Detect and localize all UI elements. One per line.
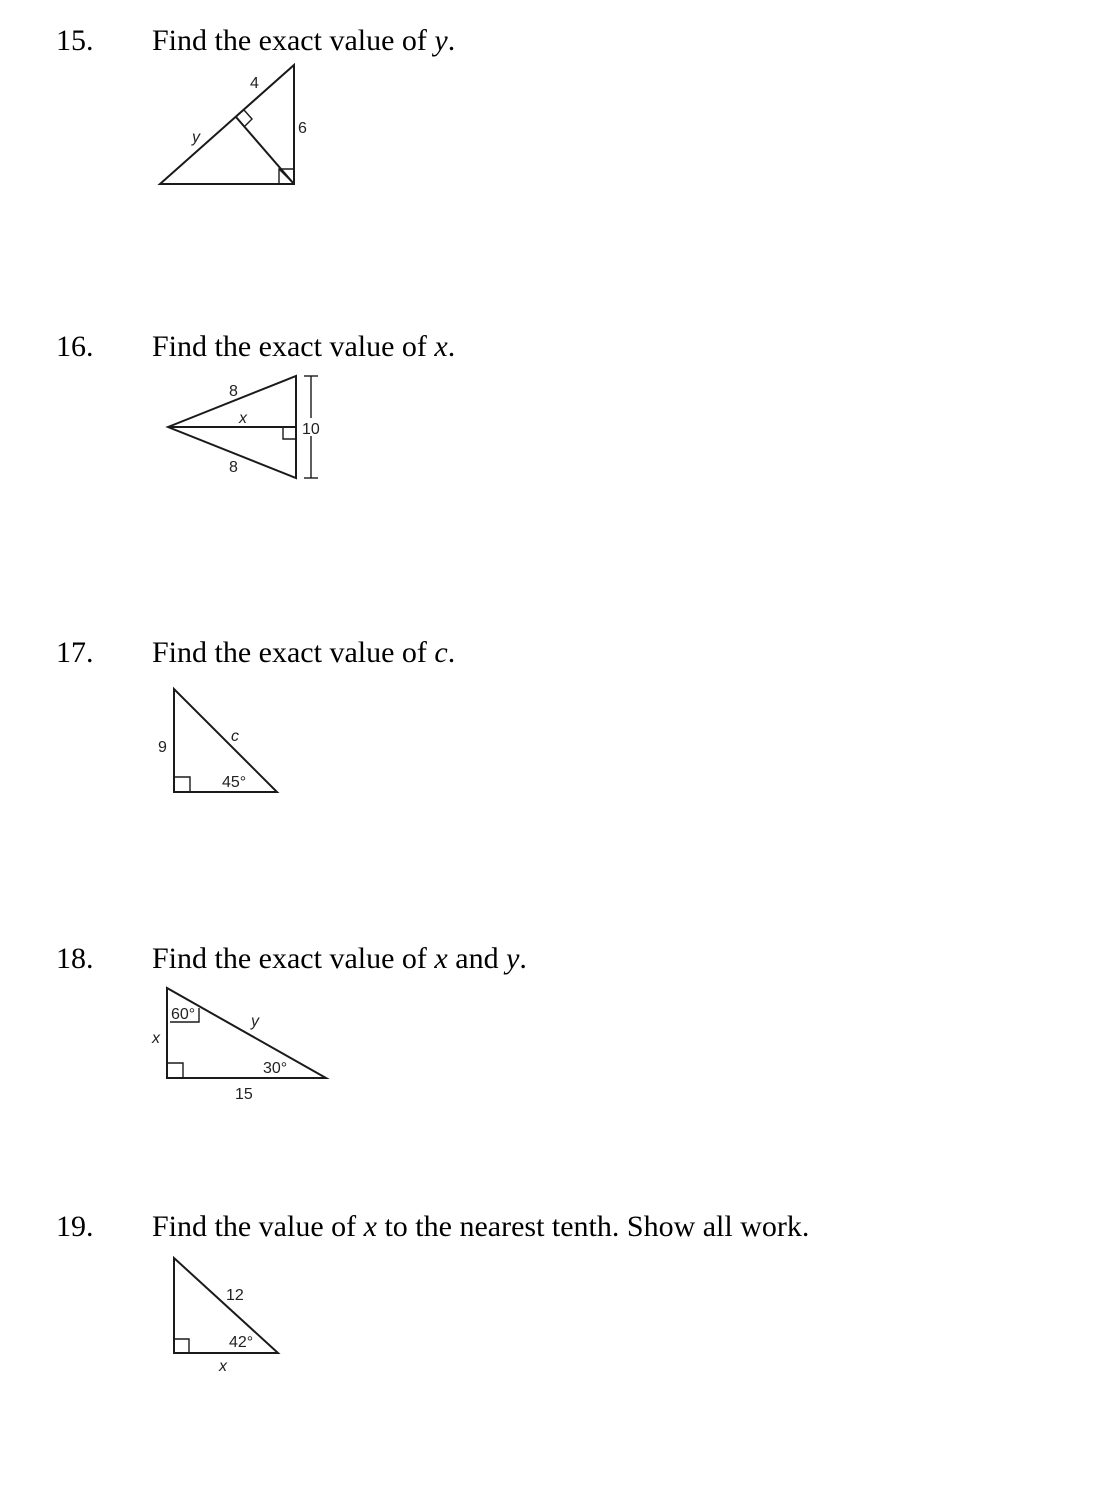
segment-label-x: x bbox=[239, 410, 247, 427]
problem-16 bbox=[0, 306, 1102, 606]
triangle-outline bbox=[160, 65, 294, 184]
tick-mark bbox=[279, 169, 294, 184]
prompt-text: Find the exact value of bbox=[152, 636, 427, 669]
problem-number: 19. bbox=[56, 1210, 94, 1243]
side-label-15: 15 bbox=[235, 1086, 253, 1103]
side-label-x: x bbox=[152, 1030, 160, 1047]
prompt-variable: y bbox=[434, 24, 448, 57]
prompt-suffix: . bbox=[447, 330, 456, 363]
side-label-4: 4 bbox=[250, 75, 259, 92]
problem-17 bbox=[0, 612, 1102, 912]
altitude-line bbox=[236, 117, 294, 184]
side-label-9: 9 bbox=[158, 739, 167, 756]
triangle-figure-18 bbox=[0, 918, 1102, 1218]
side-label-y: y bbox=[251, 1013, 259, 1030]
side-label-12: 12 bbox=[226, 1287, 244, 1304]
side-label-y: y bbox=[192, 129, 200, 146]
right-angle-marker bbox=[174, 777, 190, 792]
angle-label-42: 42° bbox=[229, 1334, 254, 1351]
prompt-variable: x bbox=[434, 330, 448, 363]
prompt-text: Find the exact value of bbox=[152, 942, 427, 975]
prompt-suffix: . bbox=[519, 942, 527, 975]
angle-label-30: 30° bbox=[263, 1060, 288, 1077]
problem-number: 18. bbox=[56, 942, 94, 975]
prompt-variable: x bbox=[363, 1210, 377, 1243]
problem-number: 16. bbox=[56, 330, 94, 363]
right-angle-marker bbox=[174, 1339, 189, 1353]
prompt-variable-x: x bbox=[434, 942, 448, 975]
triangle-figure-15 bbox=[0, 0, 1102, 300]
prompt-text: Find the exact value of bbox=[152, 24, 427, 57]
triangle-figure-19 bbox=[0, 1186, 1102, 1398]
right-angle-marker bbox=[167, 1063, 183, 1078]
prompt-joiner: and bbox=[455, 942, 499, 975]
side-label-x: x bbox=[219, 1358, 227, 1375]
prompt-variable-y: y bbox=[506, 942, 520, 975]
triangle-figure-17 bbox=[0, 612, 1102, 912]
prompt-rest: to the nearest tenth. Show all work. bbox=[384, 1210, 810, 1243]
angle-label-60: 60° bbox=[171, 1006, 196, 1023]
problem-number: 15. bbox=[56, 24, 94, 57]
angle-label-45: 45° bbox=[222, 774, 247, 791]
side-label-6: 6 bbox=[298, 120, 307, 137]
triangle-figure-16 bbox=[0, 306, 1102, 606]
prompt-text: Find the value of bbox=[152, 1210, 357, 1243]
side-label-c: c bbox=[231, 728, 239, 745]
side-label-8-top: 8 bbox=[229, 383, 238, 400]
prompt-suffix: . bbox=[447, 636, 456, 669]
right-angle-marker bbox=[244, 110, 252, 126]
prompt-variable: c bbox=[434, 636, 448, 669]
side-label-8-bottom: 8 bbox=[229, 459, 238, 476]
problem-18 bbox=[0, 918, 1102, 1218]
right-angle-marker bbox=[283, 427, 296, 439]
triangle-outline bbox=[167, 988, 326, 1078]
problem-19 bbox=[0, 1186, 1102, 1486]
problem-number: 17. bbox=[56, 636, 94, 669]
height-label-10: 10 bbox=[302, 421, 320, 438]
prompt-suffix: . bbox=[447, 24, 456, 57]
prompt-text: Find the exact value of bbox=[152, 330, 427, 363]
problem-15 bbox=[0, 0, 1102, 300]
